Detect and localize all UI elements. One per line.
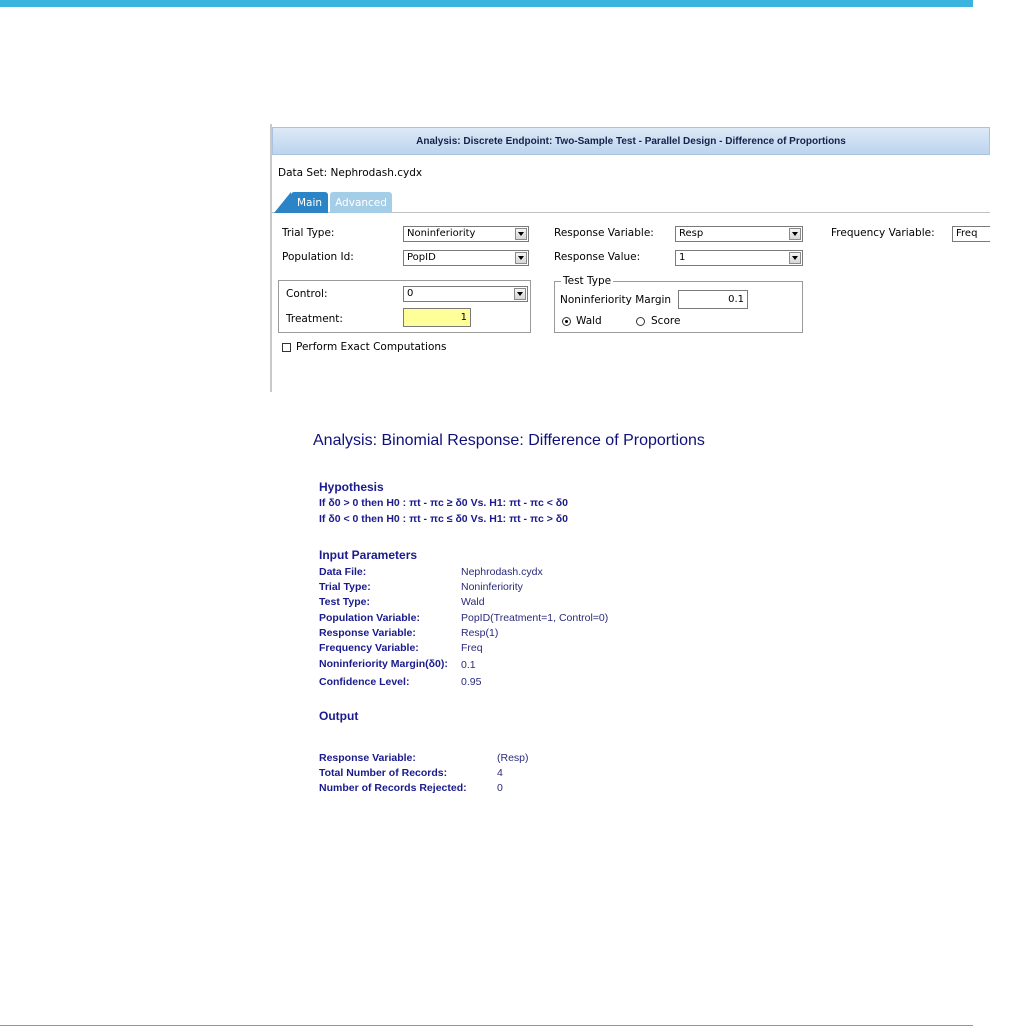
wald-radio[interactable] <box>562 317 571 326</box>
analysis-dialog <box>270 124 990 392</box>
frequency-variable-value: Freq <box>956 228 978 239</box>
tab-advanced[interactable]: Advanced <box>330 192 392 213</box>
response-variable-select[interactable] <box>675 226 803 242</box>
chevron-down-icon[interactable] <box>515 228 527 240</box>
dialog-left-border <box>270 124 272 392</box>
param-value: 0.95 <box>461 676 482 688</box>
chevron-down-icon[interactable] <box>515 252 527 264</box>
treatment-label: Treatment: <box>286 313 343 325</box>
report-title: Analysis: Binomial Response: Difference of Proportions <box>313 432 705 449</box>
score-radio[interactable] <box>636 317 645 326</box>
param-value: 0.1 <box>461 659 476 671</box>
control-select[interactable] <box>403 286 528 302</box>
param-value: Nephrodash.cydx <box>461 566 543 578</box>
param-key: Confidence Level: <box>319 676 410 688</box>
response-value-select[interactable] <box>675 250 803 266</box>
margin-label: Noninferiority Margin <box>560 294 672 306</box>
test-type-legend: Test Type <box>563 275 612 287</box>
param-value: Wald <box>461 596 485 608</box>
top-accent-bar <box>0 0 973 7</box>
frequency-variable-label: Frequency Variable: <box>831 227 935 239</box>
population-id-select[interactable] <box>403 250 529 266</box>
chevron-down-icon[interactable] <box>789 228 801 240</box>
control-label: Control: <box>286 288 328 300</box>
chevron-down-icon[interactable] <box>789 252 801 264</box>
trial-type-select[interactable] <box>403 226 529 242</box>
output-key: Response Variable: <box>319 752 416 764</box>
output-key: Number of Records Rejected: <box>319 782 467 794</box>
dialog-title: Analysis: Discrete Endpoint: Two-Sample Test - Parallel Design - Difference of Proportions <box>272 127 990 155</box>
param-key: Noninferiority Margin(δ0): <box>319 658 448 670</box>
param-key: Response Variable: <box>319 627 416 639</box>
response-variable-value: Resp <box>679 228 704 239</box>
score-label: Score <box>651 315 681 327</box>
response-variable-label: Response Variable: <box>554 227 654 239</box>
tab-main[interactable]: Main <box>291 192 328 213</box>
treatment-input[interactable]: 1 <box>403 308 471 327</box>
param-value: Freq <box>461 642 483 654</box>
param-value: Noninferiority <box>461 581 523 593</box>
param-key: Trial Type: <box>319 581 371 593</box>
margin-input[interactable]: 0.1 <box>678 290 748 309</box>
chevron-down-icon[interactable] <box>514 288 526 300</box>
param-key: Frequency Variable: <box>319 642 419 654</box>
control-value: 0 <box>407 288 414 299</box>
trial-type-label: Trial Type: <box>282 227 335 239</box>
response-value-label: Response Value: <box>554 251 641 263</box>
population-id-label: Population Id: <box>282 251 354 263</box>
param-value: PopID(Treatment=1, Control=0) <box>461 612 609 624</box>
param-key: Data File: <box>319 566 367 578</box>
frequency-variable-select[interactable] <box>952 226 990 242</box>
tab-bar <box>272 192 990 213</box>
exact-computations-label: Perform Exact Computations <box>296 341 447 353</box>
input-parameters-heading: Input Parameters <box>319 548 418 562</box>
output-value: (Resp) <box>497 752 529 764</box>
bottom-accent-line <box>0 1025 973 1026</box>
hypothesis-line-2: If δ0 < 0 then H0 : πt - πc ≤ δ0 Vs. H1: πt - πc > δ0 <box>319 513 568 525</box>
param-key: Population Variable: <box>319 612 420 624</box>
trial-type-value: Noninferiority <box>407 228 476 239</box>
output-key: Total Number of Records: <box>319 767 448 779</box>
output-value: 0 <box>497 782 503 794</box>
response-value-value: 1 <box>679 252 686 263</box>
output-value: 4 <box>497 767 503 779</box>
exact-computations-checkbox[interactable] <box>282 343 291 352</box>
dataset-label: Data Set: Nephrodash.cydx <box>278 167 423 179</box>
wald-label: Wald <box>576 315 602 327</box>
hypothesis-heading: Hypothesis <box>319 480 384 494</box>
hypothesis-line-1: If δ0 > 0 then H0 : πt - πc ≥ δ0 Vs. H1: πt - πc < δ0 <box>319 497 568 509</box>
param-key: Test Type: <box>319 596 370 608</box>
param-value: Resp(1) <box>461 627 499 639</box>
output-heading: Output <box>319 709 359 723</box>
population-id-value: PopID <box>407 252 436 263</box>
